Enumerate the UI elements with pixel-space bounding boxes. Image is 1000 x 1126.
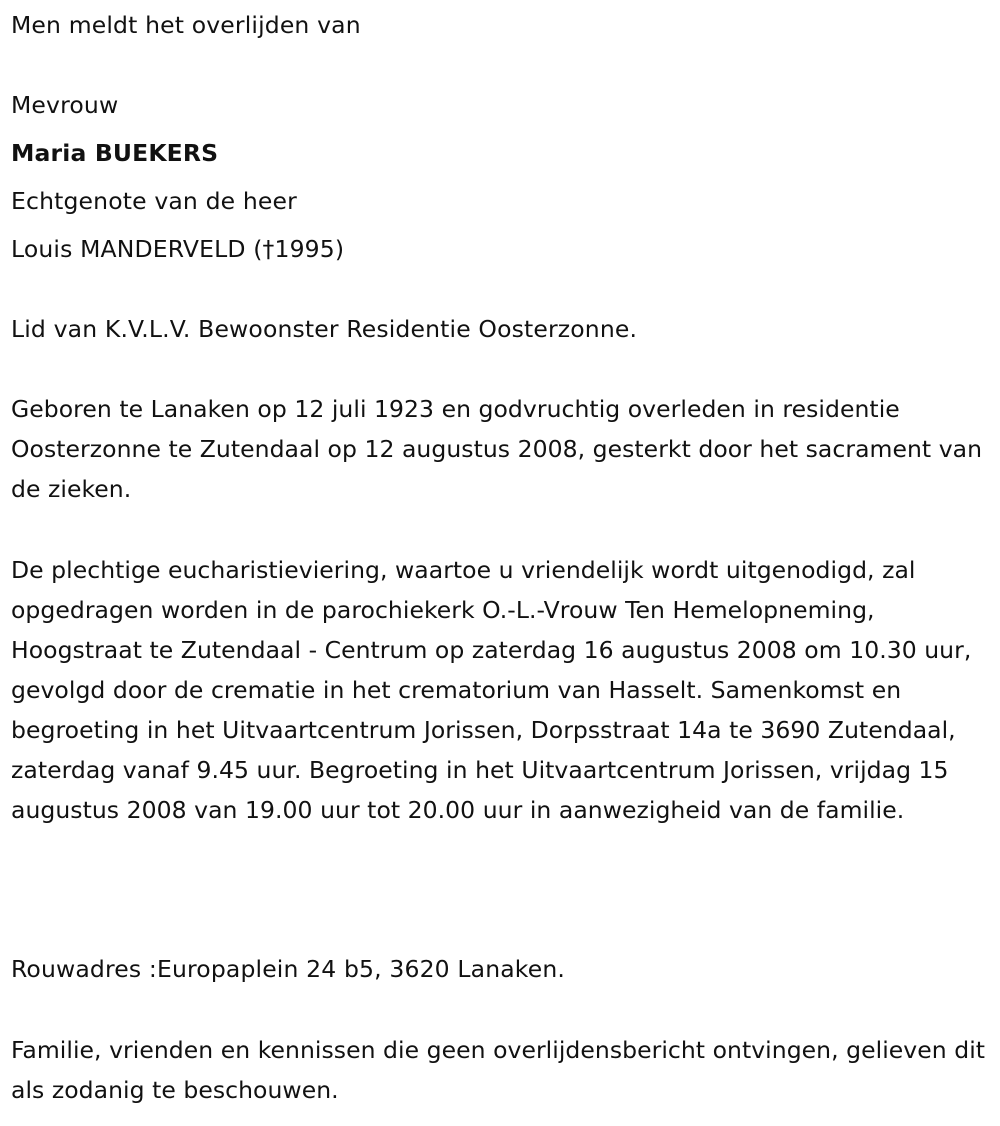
relation-text: Echtgenote van de heer [11, 187, 297, 215]
ceremony-paragraph: De plechtige eucharistieviering, waartoe u vriendelijk wordt uitgenodigd, zal opgedragen worden in de parochiekerk O.-L.-Vrouw Ten Hemelopneming, Hoogstraat te Zutendaal - Centrum op zaterdag 16 augustus 2008 om 10.30 uur, gevolgd door de crematie in het crematorium van Hasselt. Samenkomst en begroeting in het Uitvaartcentrum Jorissen, Dorpsstraat 14a te 3690 Zutendaal, zaterdag vanaf 9.45 uur. Begroeting in het Uitvaartcentrum Jorissen, vrijdag 15 augustus 2008 van 19.00 uur tot 20.00 uur in aanwezigheid van de familie. [11, 556, 972, 824]
membership-text: Lid van K.V.L.V. Bewoonster Residentie Oosterzonne. [11, 315, 638, 343]
address-text: Rouwadres :Europaplein 24 b5, 3620 Lanaken. [11, 955, 565, 983]
spouse-name: Louis MANDERVELD (†1995) [11, 235, 345, 263]
intro-text: Men meldt het overlijden van [11, 11, 361, 39]
closing-paragraph: Familie, vrienden en kennissen die geen overlijdensbericht ontvingen, gelieven dit als zodanig te beschouwen. [11, 1036, 986, 1104]
birth-death-paragraph: Geboren te Lanaken op 12 juli 1923 en godvruchtig overleden in residentie Oosterzonne te Zutendaal op 12 augustus 2008, gesterkt door het sacrament van de zieken. [11, 395, 983, 503]
deceased-name: Maria BUEKERS [11, 139, 219, 167]
title-prefix: Mevrouw [11, 91, 119, 119]
